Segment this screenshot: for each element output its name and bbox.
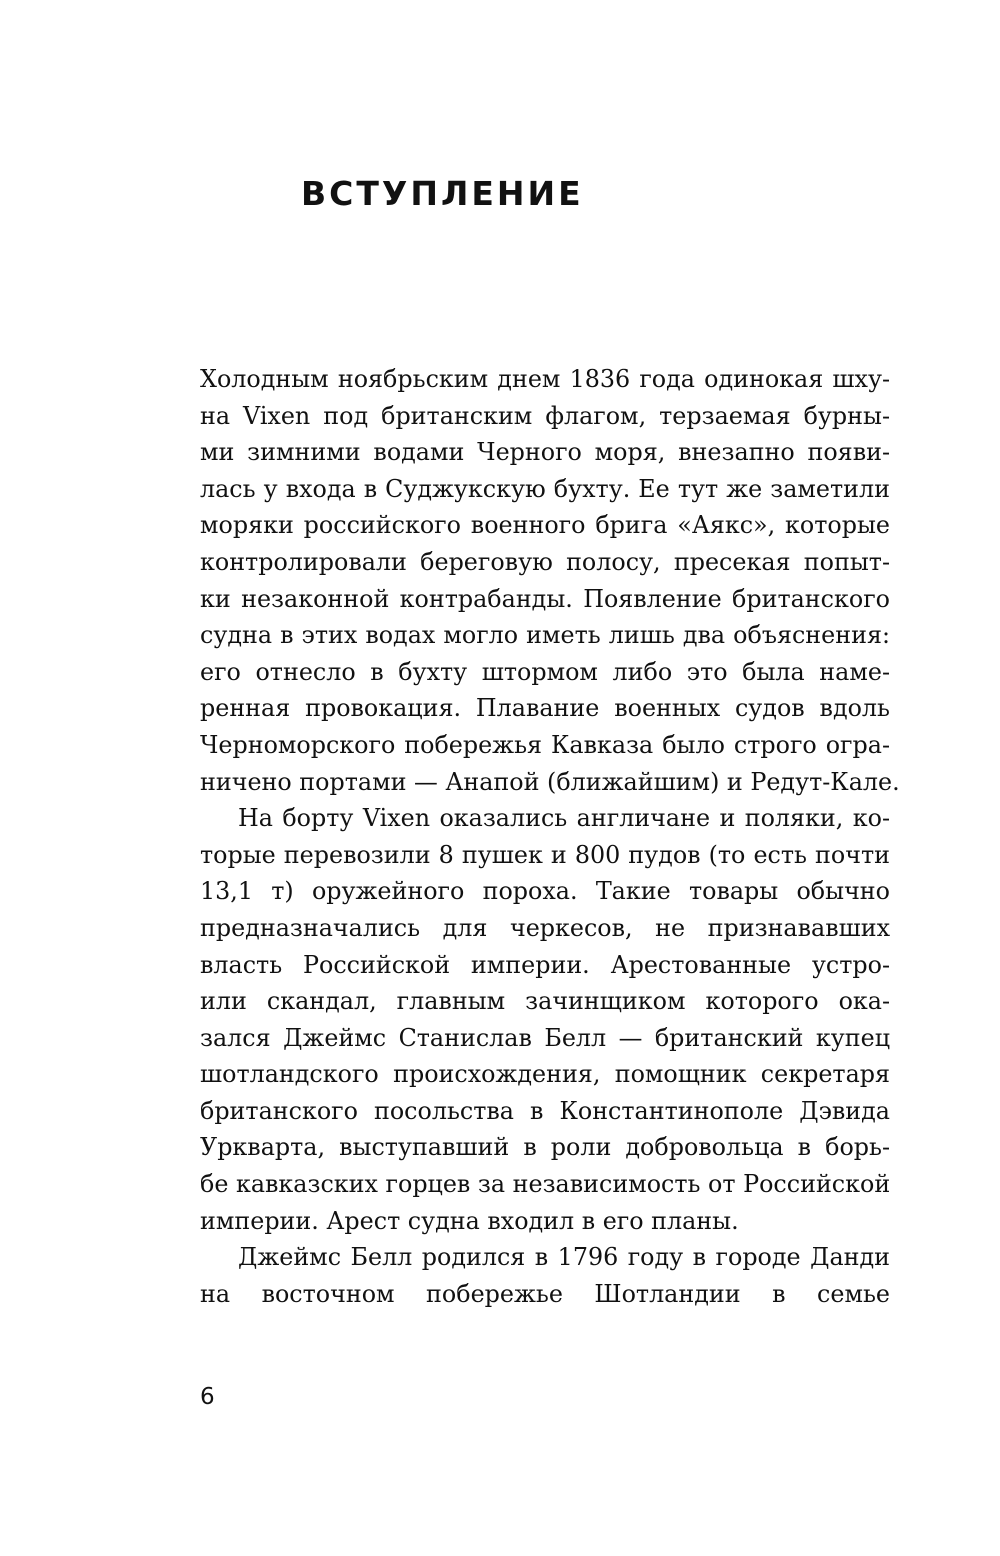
text-line: британского посольства в Константинополе Дэвида bbox=[200, 1096, 890, 1125]
text-line: контролировали береговую полосу, пресекая попыт- bbox=[200, 547, 890, 576]
text-line: бе кавказских горцев за независимость от Российской bbox=[200, 1170, 891, 1199]
text-line: империи. Арест судна входил в его планы. bbox=[200, 1206, 739, 1235]
text-line: ки незаконной контрабанды. Появление британского bbox=[200, 584, 890, 613]
text-line: Черноморского побережья Кавказа было строго огра- bbox=[200, 730, 890, 759]
text-line: лась у входа в Суджукскую бухту. Ее тут же заметили bbox=[200, 474, 890, 503]
text-line: моряки российского военного брига «Аякс», которые bbox=[200, 511, 890, 540]
text-line: на Vixen под британским флагом, терзаемая бурны- bbox=[200, 401, 890, 430]
text-line: Холодным ноябрьским днем 1836 года одинокая шху- bbox=[200, 365, 890, 393]
text-line: На борту Vixen оказались англичане и поляки, ко- bbox=[238, 804, 890, 833]
text-line: торые перевозили 8 пушек и 800 пудов (то есть почти bbox=[200, 840, 890, 869]
text-line: 13,1 т) оружейного пороха. Такие товары обычно bbox=[200, 877, 890, 906]
text-line: шотландского происхождения, помощник секретаря bbox=[200, 1060, 890, 1089]
chapter-title: ВСТУПЛЕНИЕ bbox=[301, 174, 584, 213]
text-line: на восточном побережье Шотландии в семье bbox=[200, 1279, 890, 1308]
text-line: власть Российской империи. Арестованные устро- bbox=[200, 950, 890, 979]
text-line: предназначались для черкесов, не признававших bbox=[200, 913, 890, 942]
text-line: или скандал, главным зачинщиком которого ока- bbox=[200, 987, 890, 1016]
text-line: ничено портами — Анапой (ближайшим) и Редут-Кале. bbox=[200, 767, 900, 796]
text-line: Джеймс Белл родился в 1796 году в городе Данди bbox=[238, 1243, 890, 1272]
text-line: ми зимними водами Черного моря, внезапно появи- bbox=[200, 438, 890, 467]
text-line: его отнесло в бухту штормом либо это была наме- bbox=[200, 657, 890, 686]
text-line: судна в этих водах могло иметь лишь два объяснения: bbox=[200, 621, 890, 650]
body-text bbox=[200, 361, 900, 1312]
text-line: ренная провокация. Плавание военных судов вдоль bbox=[200, 694, 890, 723]
text-line: зался Джеймс Станислав Белл — британский купец bbox=[200, 1023, 890, 1052]
text-line: Уркварта, выступавший в роли добровольца в борь- bbox=[200, 1133, 890, 1162]
page-number: 6 bbox=[200, 1384, 215, 1410]
